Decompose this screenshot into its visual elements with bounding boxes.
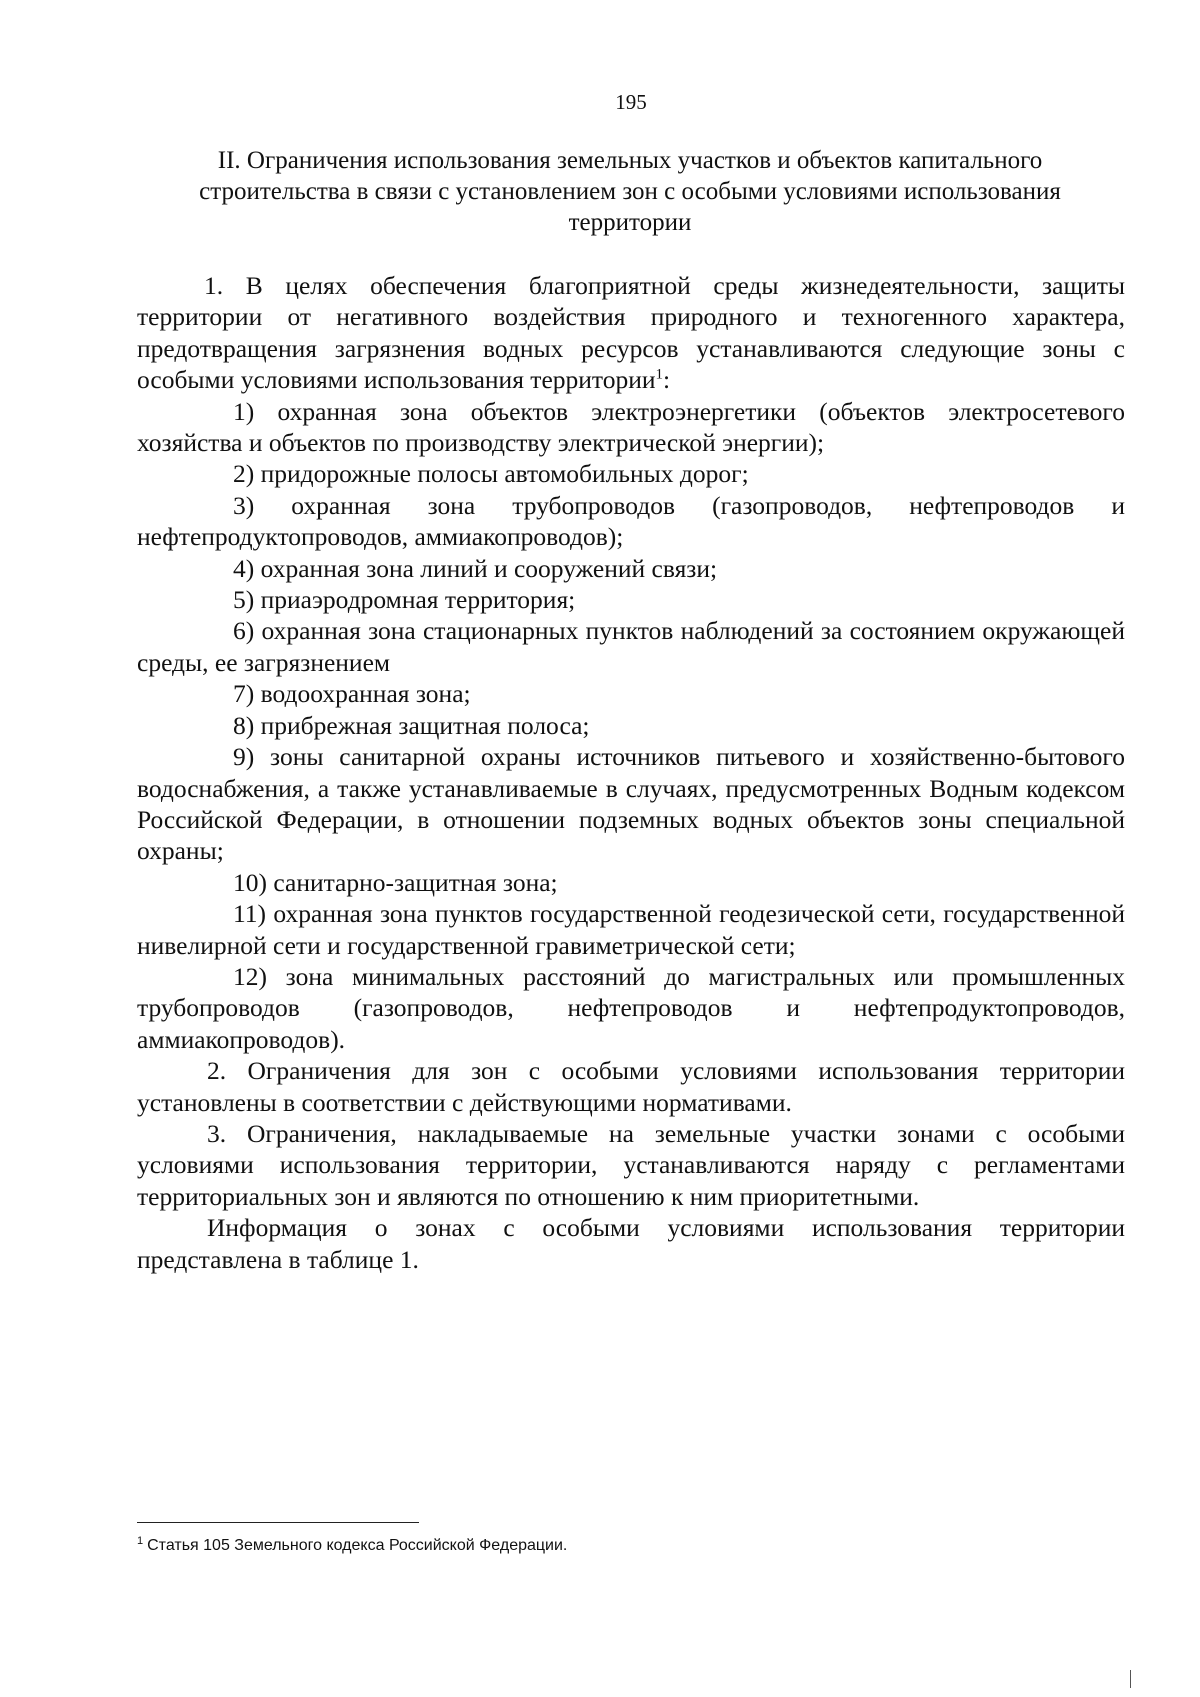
zone-item: 3) охранная зона трубопроводов (газопроводов, нефтепроводов и нефтепродуктопроводов, аммиакопроводов); [137,490,1125,552]
zone-item: 11) охранная зона пунктов государственной геодезической сети, государственной нивелирной сети и государственной гравиметрической сети; [137,899,1125,960]
point-2-paragraph: 2. Ограничения для зон с особыми условиями использования территории установлены в соответствии с действующими нормативами. [137,1056,1125,1117]
intro-text: 1. В целях обеспечения благоприятной среды жизнедеятельности, защиты территории от негативного воздействия природного и техногенного характера, предотвращения загрязнения водных ресурсов устанавливаются следующие зоны с особыми условиями использования территории [137,271,1125,395]
zone-item: 2) придорожные полосы автомобильных дорог; [233,459,749,489]
zone-item: 4) охранная зона линий и сооружений связи; [233,553,718,583]
page-number: 195 [615,90,647,114]
zone-item: 1) охранная зона объектов электроэнергетики (объектов электросетевого хозяйства и объектов по производству электрической энергии); [137,396,1125,458]
footnote-reference: 1 [655,366,664,383]
intro-suffix: : [663,365,671,395]
zone-item: 7) водоохранная зона; [233,679,471,709]
zone-item: 5) приаэродромная территория; [233,585,576,615]
zone-item: 9) зоны санитарной охраны источников питьевого и хозяйственно-бытового водоснабжения, а также устанавливаемые в случаях, предусмотренных Водным кодексом Российской Федерации, в отношении подземных водных объектов зоны специальной охраны; [137,742,1125,866]
zone-item: 8) прибрежная защитная полоса; [233,710,590,740]
footnote-divider [137,1522,419,1523]
intro-paragraph [137,270,1125,396]
zone-item: 10) санитарно-защитная зона; [233,867,558,897]
document-body [137,270,1125,1275]
zone-item: 12) зона минимальных расстояний до магистральных или промышленных трубопроводов (газопроводов, нефтепроводов и нефтепродуктопроводов, аммиакопроводов). [137,961,1125,1054]
section-title: II. Ограничения использования земельных участков и объектов капитального строительства в связи с установлением зон с особыми условиями использования территории [199,147,1061,236]
footnote-mark: 1 [137,1534,144,1547]
zone-item: 6) охранная зона стационарных пунктов наблюдений за состоянием окружающей среды, ее загрязнением [137,616,1125,677]
footnote [137,1536,1037,1556]
scan-artifact [1130,1670,1131,1688]
info-paragraph: Информация о зонах с особыми условиями использования территории представлена в таблице 1. [137,1213,1125,1274]
footnote-text: Статья 105 Земельного кодекса Российской Федерации. [147,1537,568,1554]
point-3-paragraph: 3. Ограничения, накладываемые на земельные участки зонами с особыми условиями использования территории, устанавливаются наряду с регламентами территориальных зон и являются по отношению к ним приоритетными. [137,1118,1125,1211]
